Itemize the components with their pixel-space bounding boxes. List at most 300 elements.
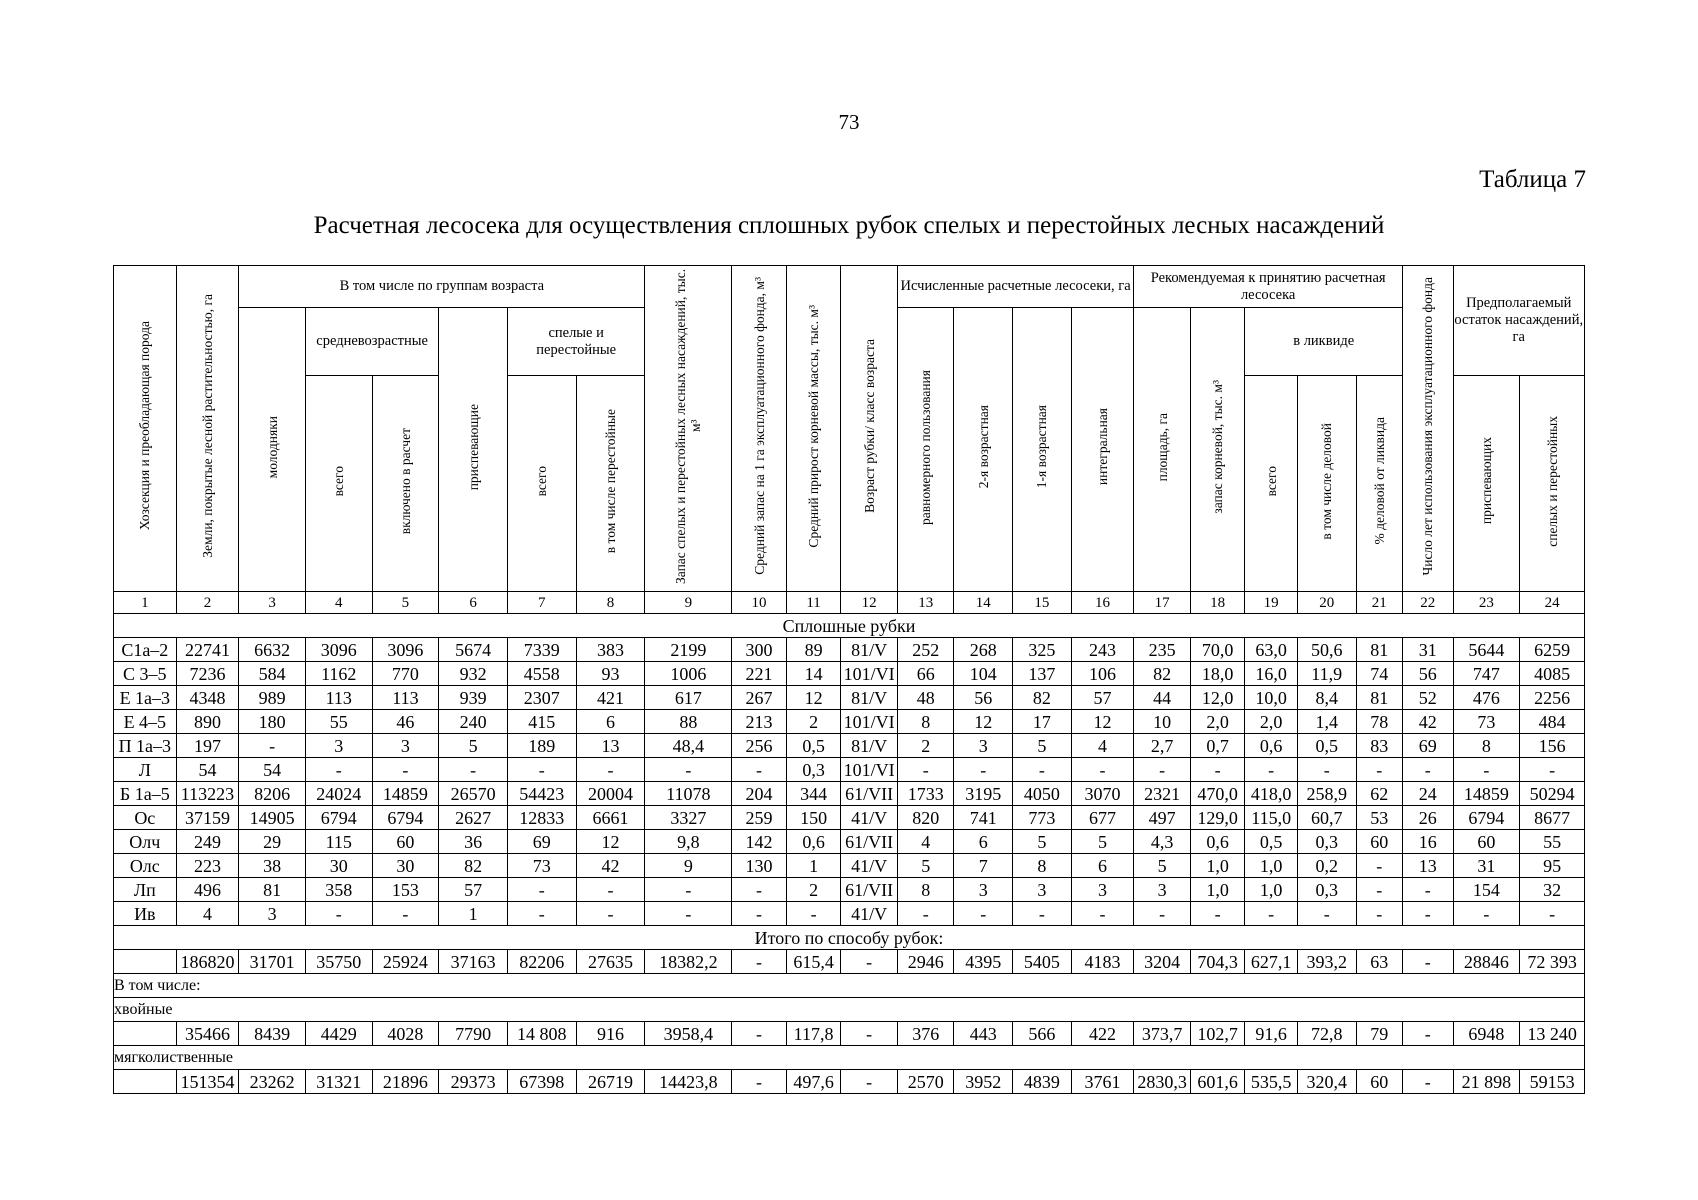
table-cell: 189 <box>507 734 576 758</box>
table-cell: 101/VI <box>841 758 898 782</box>
table-cell: 2199 <box>645 638 732 662</box>
table-cell: 153 <box>372 878 439 902</box>
table-cell: 10,0 <box>1245 686 1298 710</box>
header-cell <box>507 376 576 592</box>
table-cell: 497 <box>1134 806 1191 830</box>
table-row <box>114 758 1585 782</box>
including-label: В том числе: <box>114 974 1585 998</box>
header-cell: Предполагаемый остаток насаждений, га <box>1453 266 1585 376</box>
table-cell: 101/VI <box>841 710 898 734</box>
table-cell: 102,7 <box>1190 1022 1245 1046</box>
table-cell: 3 <box>1071 878 1134 902</box>
header-text: запас корневой, тыс. м³ <box>1210 380 1226 514</box>
table-cell: 0,6 <box>1245 734 1298 758</box>
table-cell: 4,3 <box>1134 830 1191 854</box>
table-cell: - <box>1356 902 1402 926</box>
table-cell: 42 <box>1403 710 1454 734</box>
header-text: 1-я возрастная <box>1034 405 1050 489</box>
table-cell: 418,0 <box>1245 782 1298 806</box>
table-cell: 3958,4 <box>645 1022 732 1046</box>
table-cell: - <box>1403 878 1454 902</box>
table-cell: 325 <box>1013 638 1072 662</box>
table-cell: 25924 <box>372 950 439 974</box>
table-cell: 1,4 <box>1297 710 1356 734</box>
table-cell: 8 <box>1453 734 1520 758</box>
table-cell: 0,5 <box>786 734 841 758</box>
table-cell: 2627 <box>439 806 508 830</box>
table-cell: 57 <box>439 878 508 902</box>
table-cell: 9 <box>645 854 732 878</box>
table-cell: 16,0 <box>1245 662 1298 686</box>
table-cell: Е 1а–3 <box>114 686 177 710</box>
table-cell: 422 <box>1071 1022 1134 1046</box>
table-cell: 81/V <box>841 734 898 758</box>
table-cell: 67398 <box>507 1070 576 1094</box>
table-cell: 52 <box>1403 686 1454 710</box>
table-cell: 8,4 <box>1297 686 1356 710</box>
table-cell: 0,5 <box>1297 734 1356 758</box>
table-row <box>114 734 1585 758</box>
table-cell: - <box>1520 758 1585 782</box>
table-cell: 5644 <box>1453 638 1520 662</box>
table-cell <box>114 1022 177 1046</box>
table-cell: 156 <box>1520 734 1585 758</box>
header-cell: Исчисленные расчетные лесосеки, га <box>897 266 1133 308</box>
table-cell: 240 <box>439 710 508 734</box>
table-cell: 4028 <box>372 1022 439 1046</box>
table-cell: - <box>1453 902 1520 926</box>
table-cell: 61/VII <box>841 782 898 806</box>
estimated-cutting-table <box>113 265 1585 1094</box>
table-row <box>114 806 1585 830</box>
header-cell <box>239 308 306 592</box>
table-cell: 106 <box>1071 662 1134 686</box>
column-number: 24 <box>1520 592 1585 614</box>
table-cell: 8206 <box>239 782 306 806</box>
page-title: Расчетная лесосека для осуществления сплошных рубок спелых и перестойных лесных насаждений <box>313 212 1385 239</box>
table-cell: 129,0 <box>1190 806 1245 830</box>
table-cell: 4 <box>176 902 239 926</box>
table-cell: 17 <box>1013 710 1072 734</box>
table-cell: 21 898 <box>1453 1070 1520 1094</box>
table-cell: 46 <box>372 710 439 734</box>
table-cell: 741 <box>954 806 1013 830</box>
table-cell: 6 <box>1071 854 1134 878</box>
table-cell: 14 808 <box>507 1022 576 1046</box>
header-text: Средний прирост корневой массы, тыс. м³ <box>806 304 822 548</box>
column-number: 9 <box>645 592 732 614</box>
table-cell: 73 <box>507 854 576 878</box>
header-cell <box>1453 376 1520 592</box>
header-cell <box>305 376 372 592</box>
table-cell: - <box>1403 1022 1454 1046</box>
table-cell: 7 <box>954 854 1013 878</box>
header-cell <box>439 308 508 592</box>
table-cell: 72 393 <box>1520 950 1585 974</box>
conifer-row <box>114 1022 1585 1046</box>
table-cell: 358 <box>305 878 372 902</box>
table-cell: 104 <box>954 662 1013 686</box>
table-cell: 2307 <box>507 686 576 710</box>
table-cell: 1,0 <box>1245 854 1298 878</box>
table-cell: 393,2 <box>1297 950 1356 974</box>
table-cell: - <box>507 902 576 926</box>
table-cell: 496 <box>176 878 239 902</box>
table-cell: 63,0 <box>1245 638 1298 662</box>
table-row <box>114 662 1585 686</box>
table-cell: - <box>732 902 787 926</box>
table-cell: 14859 <box>372 782 439 806</box>
table-cell: 4558 <box>507 662 576 686</box>
table-cell: 4 <box>1071 734 1134 758</box>
table-cell: 24 <box>1403 782 1454 806</box>
table-cell: 213 <box>732 710 787 734</box>
header-cell <box>1403 266 1454 592</box>
softwood-row <box>114 1070 1585 1094</box>
column-number: 20 <box>1297 592 1356 614</box>
header-text: всего <box>1263 465 1279 497</box>
column-number: 6 <box>439 592 508 614</box>
table-cell: - <box>507 758 576 782</box>
table-cell: 78 <box>1356 710 1402 734</box>
table-label: Таблица 7 <box>1479 166 1586 193</box>
header-cell <box>1071 308 1134 592</box>
table-cell: 63 <box>1356 950 1402 974</box>
table-cell: 5 <box>1013 830 1072 854</box>
header-text: Земли, покрытые лесной растительностью, га <box>199 294 215 558</box>
table-cell: 54 <box>239 758 306 782</box>
table-cell: 12 <box>576 830 645 854</box>
table-cell: 617 <box>645 686 732 710</box>
table-cell: 61/VII <box>841 830 898 854</box>
table-cell: 20004 <box>576 782 645 806</box>
table-cell: - <box>841 950 898 974</box>
table-cell: 82 <box>1134 662 1191 686</box>
table-cell: - <box>841 1022 898 1046</box>
table-cell: - <box>732 1022 787 1046</box>
header-text: в том числе перестойные <box>603 408 618 554</box>
table-header <box>114 266 1585 592</box>
header-text: Запас спелых и перестойных лесных насаждений, тыс. м³ <box>673 268 704 584</box>
table-cell: 12,0 <box>1190 686 1245 710</box>
table-cell: 3195 <box>954 782 1013 806</box>
header-text: равномерного пользования <box>918 369 934 525</box>
table-cell: 5674 <box>439 638 508 662</box>
table-cell: 31 <box>1453 854 1520 878</box>
table-cell: 56 <box>954 686 1013 710</box>
header-text: молодняки <box>264 415 280 479</box>
table-cell: 73 <box>1453 710 1520 734</box>
table-cell: 91,6 <box>1245 1022 1298 1046</box>
table-cell: 14 <box>786 662 841 686</box>
table-cell: 747 <box>1453 662 1520 686</box>
table-cell: - <box>305 902 372 926</box>
table-cell: 37163 <box>439 950 508 974</box>
header-text: в том числе деловой <box>1319 422 1335 540</box>
header-text: площадь, га <box>1154 412 1170 482</box>
table-cell: 5 <box>1013 734 1072 758</box>
table-cell: 151354 <box>176 1070 239 1094</box>
table-cell: 54423 <box>507 782 576 806</box>
header-cell <box>645 266 732 592</box>
table-body <box>114 592 1585 1094</box>
table-cell: 62 <box>1356 782 1402 806</box>
table-cell: 101/VI <box>841 662 898 686</box>
table-cell: 9,8 <box>645 830 732 854</box>
header-cell <box>732 266 787 592</box>
table-cell: - <box>1245 902 1298 926</box>
table-cell: 41/V <box>841 902 898 926</box>
header-cell: в ликвиде <box>1245 308 1403 376</box>
table-cell: 1,0 <box>1245 878 1298 902</box>
table-cell: 1006 <box>645 662 732 686</box>
header-text: % деловой от ликвида <box>1371 417 1387 545</box>
column-number: 7 <box>507 592 576 614</box>
table-cell: 1162 <box>305 662 372 686</box>
column-number: 18 <box>1190 592 1245 614</box>
table-cell: 50,6 <box>1297 638 1356 662</box>
table-cell: 3327 <box>645 806 732 830</box>
header-cell: В том числе по группам возраста <box>239 266 645 308</box>
table-cell: 36 <box>439 830 508 854</box>
table-cell: - <box>1356 758 1402 782</box>
table-cell: - <box>1297 758 1356 782</box>
table-cell: 82 <box>439 854 508 878</box>
table-cell: 50294 <box>1520 782 1585 806</box>
column-number: 5 <box>372 592 439 614</box>
table-cell: 60 <box>372 830 439 854</box>
table-cell <box>114 1070 177 1094</box>
table-cell: 35750 <box>305 950 372 974</box>
table-cell: 2570 <box>897 1070 954 1094</box>
table-cell: 890 <box>176 710 239 734</box>
table-cell: 60 <box>1356 830 1402 854</box>
table-cell: - <box>732 878 787 902</box>
table-cell: 113223 <box>176 782 239 806</box>
table-row <box>114 854 1585 878</box>
table-cell: 5 <box>1134 854 1191 878</box>
table-cell: - <box>1245 758 1298 782</box>
table-cell: 38 <box>239 854 306 878</box>
table-cell: 22741 <box>176 638 239 662</box>
table-cell: 258,9 <box>1297 782 1356 806</box>
table-cell: 3 <box>372 734 439 758</box>
table-cell: 476 <box>1453 686 1520 710</box>
table-cell: - <box>439 758 508 782</box>
table-cell: 42 <box>576 854 645 878</box>
table-cell: 54 <box>176 758 239 782</box>
table-cell: 14859 <box>1453 782 1520 806</box>
table-cell: 443 <box>954 1022 1013 1046</box>
table-cell: 150 <box>786 806 841 830</box>
table-cell: 4395 <box>954 950 1013 974</box>
table-cell: - <box>1520 902 1585 926</box>
table-cell: 83 <box>1356 734 1402 758</box>
table-cell: 61/VII <box>841 878 898 902</box>
table-cell: 2 <box>786 878 841 902</box>
table-cell: 32 <box>1520 878 1585 902</box>
header-cell: спелые и перестойные <box>507 308 644 376</box>
table-cell: 31 <box>1403 638 1454 662</box>
table-cell: 1,0 <box>1190 854 1245 878</box>
table-cell: С 3–5 <box>114 662 177 686</box>
table-cell: 35466 <box>176 1022 239 1046</box>
table-cell: 4429 <box>305 1022 372 1046</box>
table-cell: - <box>239 734 306 758</box>
table-cell: 4348 <box>176 686 239 710</box>
header-cell <box>786 266 841 592</box>
table-cell: 1733 <box>897 782 954 806</box>
table-cell: 18,0 <box>1190 662 1245 686</box>
table-cell: 259 <box>732 806 787 830</box>
conifer-label: хвойные <box>114 998 1585 1022</box>
table-cell: 484 <box>1520 710 1585 734</box>
softwood-label: мягколиственные <box>114 1046 1585 1070</box>
table-cell: 154 <box>1453 878 1520 902</box>
header-text: Число лет использования эксплуатационного фонда <box>1420 276 1436 576</box>
table-cell: 4183 <box>1071 950 1134 974</box>
table-cell: 137 <box>1013 662 1072 686</box>
table-cell: 300 <box>732 638 787 662</box>
table-cell: 79 <box>1356 1022 1402 1046</box>
table-cell: 55 <box>305 710 372 734</box>
table-cell: 81/V <box>841 686 898 710</box>
column-number: 16 <box>1071 592 1134 614</box>
table-cell: 223 <box>176 854 239 878</box>
total-row <box>114 950 1585 974</box>
table-cell: 60 <box>1453 830 1520 854</box>
table-cell: 383 <box>576 638 645 662</box>
table-cell: 1 <box>439 902 508 926</box>
table-row <box>114 878 1585 902</box>
table-cell: - <box>1403 758 1454 782</box>
table-cell: 56 <box>1403 662 1454 686</box>
table-cell: 6661 <box>576 806 645 830</box>
table-cell: 3952 <box>954 1070 1013 1094</box>
header-cell: Рекомендуемая к принятию расчетная лесосека <box>1134 266 1403 308</box>
table-cell: - <box>897 758 954 782</box>
header-cell <box>1356 376 1402 592</box>
table-cell: 2,0 <box>1245 710 1298 734</box>
column-number: 19 <box>1245 592 1298 614</box>
table-cell: 6259 <box>1520 638 1585 662</box>
table-cell: 8677 <box>1520 806 1585 830</box>
table-cell: 10 <box>1134 710 1191 734</box>
table-cell: 18382,2 <box>645 950 732 974</box>
table-cell: 72,8 <box>1297 1022 1356 1046</box>
table-cell: 6 <box>954 830 1013 854</box>
table-cell: - <box>645 878 732 902</box>
table-cell: 3 <box>1013 878 1072 902</box>
table-cell: 12 <box>954 710 1013 734</box>
table-cell: 4085 <box>1520 662 1585 686</box>
table-cell: 344 <box>786 782 841 806</box>
table-cell: - <box>1356 878 1402 902</box>
table-cell <box>114 950 177 974</box>
table-cell: 939 <box>439 686 508 710</box>
header-text: Хозсекция и преобладающая порода <box>137 321 153 531</box>
table-cell: 252 <box>897 638 954 662</box>
table-cell: - <box>576 758 645 782</box>
table-cell: 59153 <box>1520 1070 1585 1094</box>
table-cell: - <box>1403 1070 1454 1094</box>
table-cell: Лп <box>114 878 177 902</box>
section-title: Сплошные рубки <box>114 614 1585 638</box>
table-cell: 221 <box>732 662 787 686</box>
header-cell <box>372 376 439 592</box>
table-cell: 11078 <box>645 782 732 806</box>
header-cell <box>1245 376 1298 592</box>
column-number: 22 <box>1403 592 1454 614</box>
table-cell: 115 <box>305 830 372 854</box>
table-row <box>114 638 1585 662</box>
table-cell: 415 <box>507 710 576 734</box>
table-row <box>114 830 1585 854</box>
table-cell: - <box>954 758 1013 782</box>
table-cell: 30 <box>372 854 439 878</box>
table-cell: 130 <box>732 854 787 878</box>
table-cell: - <box>1190 758 1245 782</box>
table-cell: 3204 <box>1134 950 1191 974</box>
header-cell <box>1520 376 1585 592</box>
table-cell: - <box>897 902 954 926</box>
table-cell: Олч <box>114 830 177 854</box>
table-cell: 677 <box>1071 806 1134 830</box>
total-title-row <box>114 926 1585 950</box>
table-cell: - <box>576 878 645 902</box>
table-cell: 5 <box>1071 830 1134 854</box>
table-cell: 8 <box>897 878 954 902</box>
table-cell: 81 <box>1356 638 1402 662</box>
table-cell: 7236 <box>176 662 239 686</box>
table-cell: - <box>841 1070 898 1094</box>
table-cell: 6948 <box>1453 1022 1520 1046</box>
table-cell: 470,0 <box>1190 782 1245 806</box>
table-cell: 7790 <box>439 1022 508 1046</box>
column-number: 8 <box>576 592 645 614</box>
table-cell: 3761 <box>1071 1070 1134 1094</box>
table-cell: - <box>1190 902 1245 926</box>
table-cell: 69 <box>1403 734 1454 758</box>
table-cell: 26570 <box>439 782 508 806</box>
table-cell: 268 <box>954 638 1013 662</box>
table-cell: - <box>1403 950 1454 974</box>
table-cell: 6632 <box>239 638 306 662</box>
table-cell: 3 <box>954 734 1013 758</box>
table-cell: 376 <box>897 1022 954 1046</box>
table-cell: - <box>1071 758 1134 782</box>
softwood-label-row <box>114 1046 1585 1070</box>
table-cell: 44 <box>1134 686 1191 710</box>
header-cell <box>576 376 645 592</box>
table-cell: Е 4–5 <box>114 710 177 734</box>
table-cell: 5 <box>439 734 508 758</box>
table-cell: 916 <box>576 1022 645 1046</box>
table-cell: - <box>305 758 372 782</box>
table-cell: 3096 <box>305 638 372 662</box>
table-cell: 6794 <box>372 806 439 830</box>
table-cell: 31701 <box>239 950 306 974</box>
table-cell: 535,5 <box>1245 1070 1298 1094</box>
table-cell: - <box>576 902 645 926</box>
table-cell: 2,0 <box>1190 710 1245 734</box>
table-cell: 31321 <box>305 1070 372 1094</box>
table-row <box>114 710 1585 734</box>
table-cell: - <box>372 902 439 926</box>
table-cell: 6794 <box>305 806 372 830</box>
table-cell: 615,4 <box>786 950 841 974</box>
table-cell: 5 <box>897 854 954 878</box>
